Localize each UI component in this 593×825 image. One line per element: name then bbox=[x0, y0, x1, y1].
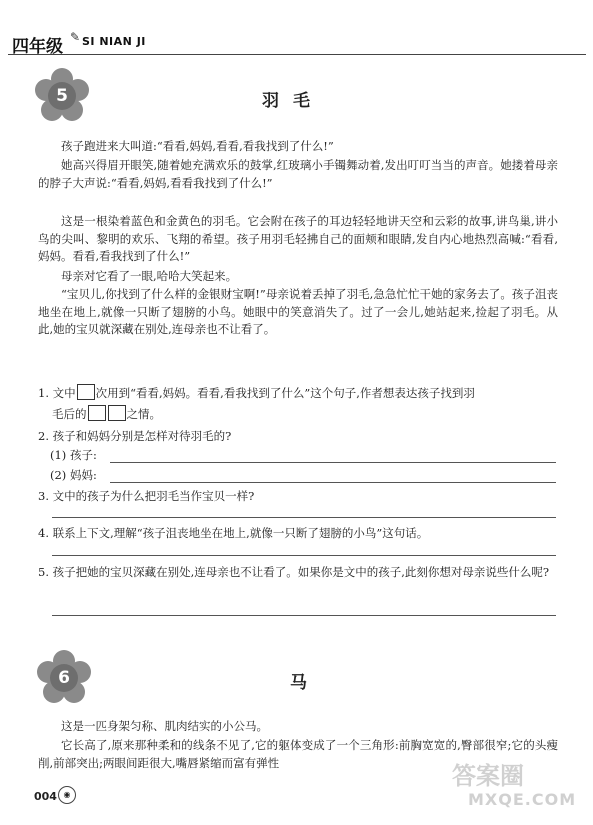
question-5: 5. 孩子把她的宝贝深藏在别处,连母亲也不让看了。如果你是文中的孩子,此刻你想对母亲说些什么呢? bbox=[38, 565, 550, 579]
question-2: 2. 孩子和妈妈分别是怎样对待羽毛的? bbox=[38, 429, 232, 443]
grade-label: 四年级 bbox=[12, 37, 63, 57]
book-icon: ◉ bbox=[58, 786, 76, 804]
passage-paragraph: “宝贝儿,你找到了什么样的金银财宝啊!”母亲说着丢掉了羽毛,急急忙忙干她的家务去了。孩子沮丧地坐在地上,就像一只断了翅膀的小鸟。她眼中的笑意消失了。过了一会儿,她站起来,捡起了羽毛。从此,她的宝贝就深藏在别处,连母亲也不让看了。 bbox=[38, 287, 558, 336]
lesson-title: 马 bbox=[290, 673, 321, 693]
question-2-sub-2: (2) 妈妈: bbox=[50, 468, 97, 482]
passage-paragraph: 这是一匹身架匀称、肌肉结实的小公马。 bbox=[61, 719, 268, 733]
page-number: 004 bbox=[34, 790, 57, 803]
lesson-number-badge bbox=[36, 650, 92, 706]
question-1: 1. 文中 次用到“看看,妈妈。看看,看我找到了什么”这个句子,作者想表达孩子找到羽 bbox=[38, 386, 475, 400]
lesson-number-badge bbox=[34, 68, 90, 124]
lesson-number: 6 bbox=[58, 668, 70, 688]
pencil-icon: ✎ bbox=[70, 30, 81, 44]
question-4: 4. 联系上下文,理解“孩子沮丧地坐在地上,就像一只断了翅膀的小鸟”这句话。 bbox=[38, 526, 429, 540]
question-1-continued: 毛后的 之情。 bbox=[52, 407, 161, 421]
watermark-url: MXQE.COM bbox=[468, 790, 577, 809]
lesson-title: 羽毛 bbox=[262, 91, 324, 111]
watermark-logo: 答案圈 bbox=[452, 762, 524, 790]
grade-pinyin: SI NIAN JI bbox=[82, 35, 146, 48]
answer-line[interactable] bbox=[52, 555, 556, 556]
answer-box[interactable] bbox=[88, 405, 106, 421]
passage-paragraph: 这是一根染着蓝色和金黄色的羽毛。它会附在孩子的耳边轻轻地讲天空和云彩的故事,讲鸟巢,讲小鸟的尖叫、黎明的欢乐、飞翔的希望。孩子用羽毛轻拂自己的面颊和眼睛,发自内心地热烈高喊:“看看,妈妈。看看,看我找到了什么!” bbox=[38, 214, 558, 263]
page-header bbox=[8, 30, 588, 56]
answer-box[interactable] bbox=[77, 384, 95, 400]
passage-paragraph: 她高兴得眉开眼笑,随着她充满欢乐的鼓掌,红玻璃小手镯舞动着,发出叮叮当当的声音。她搂着母亲的脖子大声说:“看看,妈妈,看看我找到了什么!” bbox=[38, 158, 558, 190]
passage-paragraph: 孩子跑进来大叫道:“看看,妈妈,看看,看我找到了什么!” bbox=[61, 139, 334, 153]
answer-line[interactable] bbox=[110, 462, 556, 463]
answer-box[interactable] bbox=[108, 405, 126, 421]
answer-line[interactable] bbox=[110, 482, 556, 483]
header-divider bbox=[8, 54, 586, 55]
answer-line[interactable] bbox=[52, 615, 556, 616]
question-2-sub-1: (1) 孩子: bbox=[50, 448, 97, 462]
passage-paragraph: 母亲对它看了一眼,哈哈大笑起来。 bbox=[61, 269, 238, 283]
lesson-number: 5 bbox=[56, 86, 68, 106]
question-3: 3. 文中的孩子为什么把羽毛当作宝贝一样? bbox=[38, 489, 255, 503]
answer-line[interactable] bbox=[52, 517, 556, 518]
passage-paragraph: 它长高了,原来那种柔和的线条不见了,它的躯体变成了一个三角形:前胸宽宽的,臀部很窄;它的头瘦削,前部突出;两眼间距很大,嘴唇紧缩而富有弹性 bbox=[38, 738, 558, 770]
